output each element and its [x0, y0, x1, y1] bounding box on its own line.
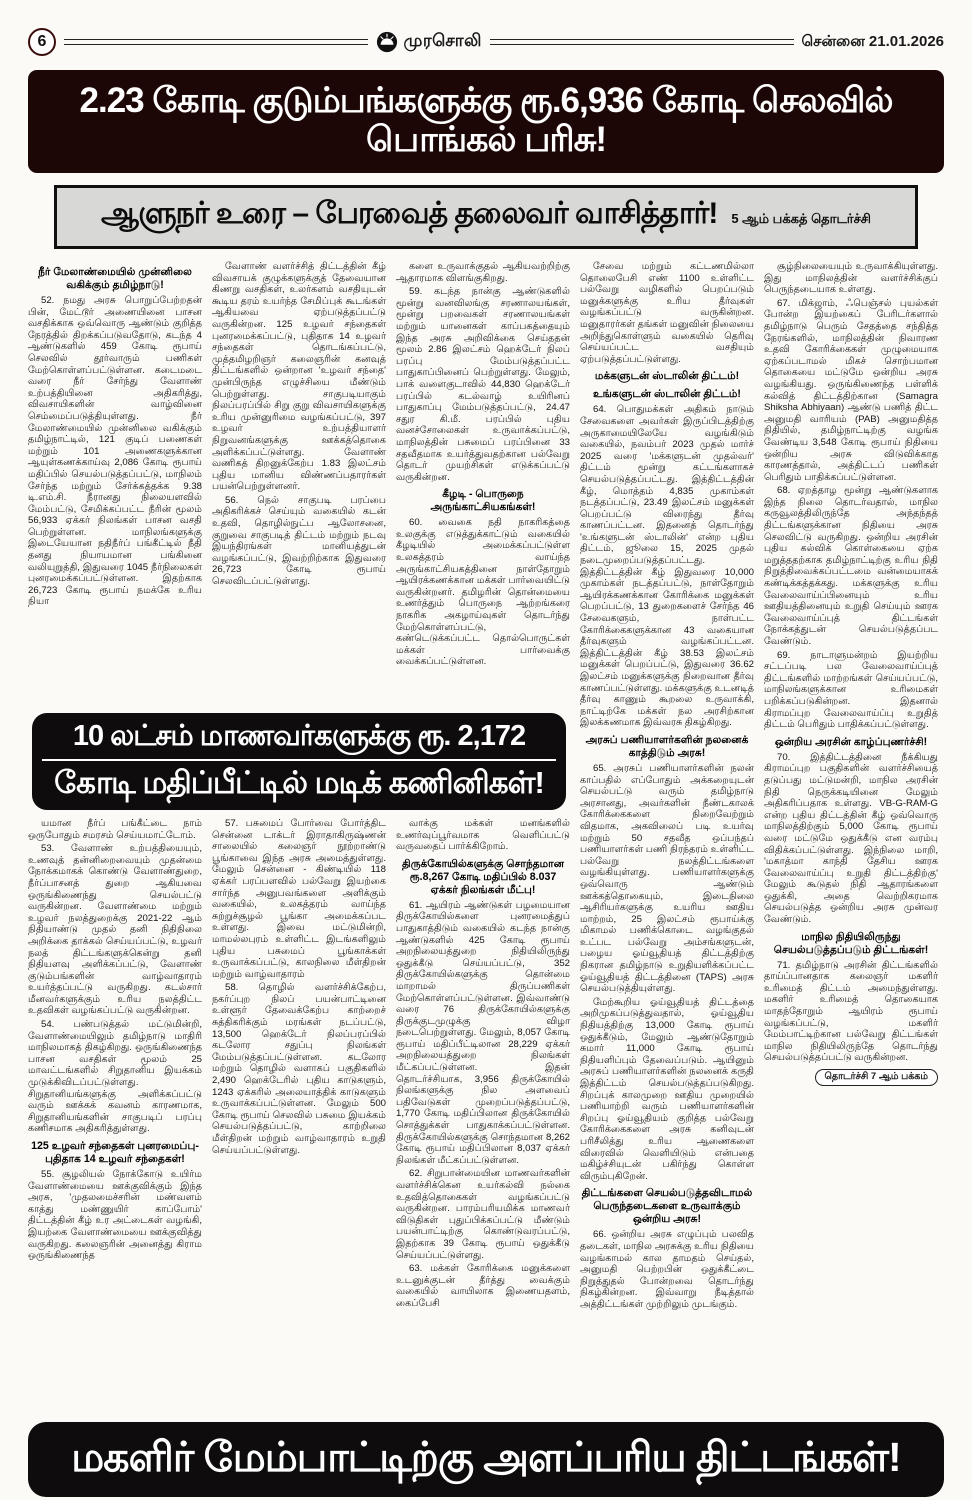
sub-headline-box — [54, 185, 918, 249]
masthead-logo-icon — [376, 31, 398, 53]
sub-headline: ஆளுநர் உரை – பேரவைத் தலைவர் வாசித்தார்! — [101, 197, 718, 230]
body-paragraph: 55. சூழலியல் நோக்கோடு உயிர்ம வேளாண்மையை ஊக்குவிக்கும் இந்த அரசு, 'முதலமைச்சரின் மண்வளம் காத்து மண்ணுயிர் காப்போம்' திட்டத்தின் கீழ் உர அட்டைகள் வழங்கி, இயற்கை வேளாண்மையை ஊக்குவித்து வருகிறது. கலைஞரின் அனைத்து கிராம ஒருங்கிணைந்த — [28, 1169, 202, 1262]
body-paragraph: களை உருவாக்குதல் ஆகியவற்றிற்கு ஆதாரமாக விளங்குகிறது. — [396, 261, 570, 284]
column-subhead: கீழடி - பொருநை அருங்காட்சியகங்கள்! — [430, 488, 536, 514]
body-paragraph: வாக்கு மக்கள் மனங்களில் உணர்வுப்பூர்வமாக வெளிப்பட்டு வருவதைப் பார்க்கிறோம். — [396, 817, 570, 853]
masthead — [376, 31, 483, 53]
body-paragraph: 59. கடந்த நான்கு ஆண்டுகளில் மூன்று வனவிலங்கு சரணாலயங்கள், மூன்று பறவைகள் சரணாலயங்கள் மற்றும் யானைகள் காப்பகத்தையும் இந்த அரசு அறிவிக்கை செய்ததன் மூலம் 2.86 இலட்சம் ஹெக்டேர் நிலப் பரப்பு மேம்படுத்தப்பட்ட பாதுகாப்பினைப் பெற்றுள்ளது. மேலும், பாக் வளைகுடாவில் 44,830 ஹெக்டேர் பரப்பில் கடல்வாழ் உயிரினப் பாதுகாப்பு மேம்படுத்தப்பட்டு, 24.47 சதுர கி.மீ. பரப்பில் புதிய வனச்சோலைகள் உருவாக்கப்பட்டு, மாநிலத்தின் பசுமைப் பரப்பினை 33 சதவீதமாக உயர்த்துவதற்கான பல்வேறு தொடர் முயற்சிகள் எடுக்கப்பட்டு வருகின்றன. — [396, 286, 570, 483]
body-paragraph: வேளாண் வளர்ச்சித் திட்டத்தின் கீழ் விவசாயக் குழுக்களுக்குத் தேவையான கிணறு வசதிகள், உலர்களம் வசதியுடன் கூடிய தரம் உயர்ந்த சேமிப்புக் கூடங்கள் ஆகியவை ஏற்படுத்தப்பட்டு வருகின்றன. 125 உழவர் சந்தைகள் புனரமைக்கப்பட்டு, புதிதாக 14 உழவர் சந்தைகள் தொடங்கப்பட்டு, முத்தமிழறிஞர் கலைஞரின் கனவுத் திட்டங்களில் ஒன்றான 'உழவர் சந்தை' முன்பிருந்த எழுச்சியை மீண்டும் பெற்றுள்ளது. சாகுபடியாகும் நிலப்பரப்பில் சிறு குறு விவசாயிகளுக்கு உரிய முன்னுரிமை வழங்கப்பட்டு, 397 உழவர் உற்பத்தியாளர் நிறுவனங்களுக்கு ஊக்கத்தொகை அளிக்கப்பட்டுள்ளது. வேளாண் வணிகத் திறனுக்கேற்ப 1.83 இலட்சம் புதிய மானிய விண்ணப்பதாரர்கள் பயன்பெற்றுள்ளனர். — [212, 261, 386, 493]
column-subhead: ஒன்றிய அரசின் காழ்ப்புணர்ச்சி! — [774, 735, 928, 748]
body-paragraph: 58. தொழில் வளர்ச்சிக்கேற்ப, நகர்ப்புற நிலப் பயன்பாட்டினை உள்ளூர் தேவைக்கேற்ப காற்றைச் சுத்திகரிக்கும் மரங்கள் நடப்பட்டு, 13,500 ஹெக்டேர் நிலப்பரப்பில் கடலோர சதுப்பு நிலங்கள் மேம்படுத்தப்பட்டுள்ளன. கடலோர மற்றும் தொழில் வளாகப் பகுதிகளில் 2,490 ஹெக்டேரில் புதிய காடுகளும், 1243 ஏக்கரில் அலையாத்திக் காடுகளும் உருவாக்கப்பட்டுள்ளன. மேலும் 500 கோடி ரூபாய் செலவில் பசுமை இயக்கம் செயல்படுத்தப்பட்டு, காற்றிலை மீள்திறன் மற்றும் வாழ்வாதாரம் உறுதி செய்யப்பட்டுள்ளது. — [212, 982, 386, 1156]
body-paragraph: 63. மக்கள் கோரிக்கை மனுக்களை உடனுக்குடன் தீர்த்து வைக்கும் வகையில் வாயிலாக இணையதளம், கைப்பேசி — [396, 1263, 570, 1309]
column-subhead: உங்களுடன் ஸ்டாலின் திட்டம்! — [593, 388, 741, 401]
column-subhead: திருக்கோயில்களுக்கு சொந்தமான ரூ.8,267 கோடி மதிப்பில் 8.037 ஏக்கர் நிலங்கள் மீட்பு! — [402, 857, 564, 896]
body-paragraph: 67. மிக்ஜாம், ஃபெஞ்சல் புயல்கள் போன்ற இயற்கைப் பேரிடர்களால் தமிழ்நாடு பெரும் சேதத்தை சந்தித்த நேரங்களில், மாநிலத்தின் நிவாரண உதவி கோரிக்கைகள் முழுமையாக ஏற்கப்படாமல் மிகச் சொற்பமான தொகையை மட்டுமே ஒன்றிய அரசு வழங்கியது. ஒருங்கிணைந்த பள்ளிக் கல்வித் திட்டத்திற்கான (Samagra Shiksha Abhiyaan) ஆண்டு பணித் திட்ட அனுமதி வாரியம் (PAB) அனுமதித்த நிதியில், தமிழ்நாட்டிற்கு வழங்க வேண்டிய 3,548 கோடி ரூபாய் நிதியை ஒன்றிய அரசு விடுவிக்காத காரணத்தால், அத்திட்டப் பணிகள் பெரிதும் பாதிக்கப்பட்டுள்ளன. — [764, 297, 938, 483]
body-paragraph: 53. வேளாண் உற்பத்தியையும், உணவுத் தன்னிறைவையும் முதன்மை நோக்கமாகக் கொண்டு வேளாண்துறை, நீர்ப்பாசனத் துறை ஆகியவை ஒருங்கிணைந்து செயல்பட்டு வருகின்றன. வேளாண்மை மற்றும் உழவர் நலத்துறைக்கு 2021-22 ஆம் நிதியாண்டு முதல் தனி நிதிநிலை அறிக்கை தாக்கல் செய்யப்பட்டு, உழவர் நலத் திட்டங்களுக்கென்று தனி நிதியளவு அளிக்கப்பட்டு, வேளாண் குடும்பங்களின் வாழ்வாதாரம் உயர்த்தப்பட்டு வருகிறது. கடல்சார் மீனவர்களுக்கும் உரிய நலத்திட்ட உதவிகள் வழங்கப்பட்டு வருகின்றன. — [28, 843, 202, 1017]
column-subhead: 125 உழவர் சந்தைகள் புனரமைப்பு- புதிதாக 14 உழவர் சந்தைகள்! — [31, 1140, 199, 1166]
body-paragraph: 57. பசுமைப் போர்வை போர்த்திட சென்னை டாக்டர் இராதாகிருஷ்ணன் சாலையில் கலைஞர் நூற்றாண்டு பூங்காவை இந்த அரசு அமைத்துள்ளது. மேலும் சென்னை - கிண்டியில் 118 ஏக்கர் பரப்பளவில் பல்வேறு இயற்கை சார்ந்த அனுபவங்களை அளிக்கும் வகையில், உலகத்தரம் வாய்ந்த சுற்றுச்சூழல் பூங்கா அமைக்கப்பட உள்ளது. இவை மட்டுமின்றி, மாமல்லபுரம் உள்ளிட்ட இடங்களிலும் புதிய பசுமைப் பூங்காக்கள் உருவாக்கப்பட்டு, காலநிலை மீள்திறன் மற்றும் வாழ்வாதாரம் — [212, 817, 386, 980]
page-number: 6 — [28, 28, 56, 56]
column-subhead: நீர் மேலாண்மையில் முன்னிலை வகிக்கும் தமிழ்நாடு! — [38, 266, 192, 291]
body-paragraph: மேற்கூறிய ஓய்வூதியத் திட்டத்தை அறிமுகப்படுத்துவதால், ஓய்வூதிய நிதியத்திற்கு 13,000 கோடி ரூபாய் ஒதுக்கீடும், மேலும் ஆண்டுதோறும் சுமார் 11,000 கோடி ரூபாய் நிதியளிப்பும் தேவைப்படும். ஆயினும் அரசுப் பணியாளர்களின் நலனைக் கருதி இத்திட்டம் செயல்படுத்தப்படுகிறது. சிறப்புக் காலமுறை ஊதிய முறையில் பணியாற்றி வரும் பணியாளர்களின் சிறப்பு ஓய்வூதியம் குறித்த பல்வேறு கோரிக்கைகளை அரசு கனிவுடன் பரிசீலித்து உரிய ஆணைகளை விரைவில் வெளியிடும் என்பதை மகிழ்ச்சியுடன் பகிர்ந்து கொள்ள விரும்புகிறேன். — [580, 996, 754, 1182]
column-subhead: அரசுப் பணியாளர்களின் நலனைக் காத்திடும் அரசு! — [585, 733, 749, 759]
continuation-box[interactable]: தொடர்ச்சி 7 ஆம் பக்கம் — [815, 1069, 939, 1086]
column-subhead: திட்டங்களை செயல்படுத்தவிடாமல் பெருந்தடைகளை உருவாக்கும் ஒன்றிய அரசு! — [581, 1187, 753, 1226]
body-paragraph: யமான நீர்ப் பங்கீட்டை நாம் ஒருபோதும் சமரசம் செய்யமாட்டோம். — [28, 817, 202, 841]
body-paragraph: 52. நமது அரசு பொறுப்பேற்றதன் பின், மேட்டூர் அணையினை பாசன வசதிக்காக ஒவ்வொரு ஆண்டும் குறித்த நேரத்தில் திறக்கப்படுவதோடு, கடந்த 4 ஆண்டுகளில் 459 கோடி ரூபாய் செலவில் தூர்வாரும் பணிகள் மேற்கொள்ளப்பட்டுள்ளன. கடைமடை வரை நீர் சேர்ந்து வேளாண் உற்பத்தியினை அதிகரித்து, விவசாயிகளின் வாழ்வினை செம்மைப்படுத்தியுள்ளது. நீர் மேலாண்மையில் முன்னிலை வகிக்கும் தமிழ்நாட்டில், 121 குடிப் பணைகள் மற்றும் 101 அணைகளுக்கான ஆயுள்கணக்காய்வு 2,086 கோடி ரூபாய் மதிப்பில் செயல்படுத்தப்பட்டு, மாநிலம் சேர்ந்த மற்றும் சேர்க்கத்தக்க 9.38 டி.எம்.சி. நீரானது நிலையளவில் மேம்பட்டு, சேமிக்கப்பட்ட நீரின் மூலம் 56,933 ஏக்கர் நிலங்கள் பாசன வசதி பெற்றுள்ளன. மாநிலங்களுக்கு இடையேயான நதிநீர்ப் பங்கீட்டில் நீதி தனது நியாயமான பங்கினை வலியுறுத்தி, இதுவரை 1045 நீர்நிலைகள் புனரமைக்கப்பட்டுள்ளன. இதற்காக 26,723 கோடி ரூபாய் நமக்கே உரிய நியா — [28, 295, 202, 608]
column-subhead: மக்களுடன் ஸ்டாலின் திட்டம்! — [594, 370, 740, 383]
bottom-headline-banner: மகளிர் மேம்பாட்டிற்கு அளப்பரிய திட்டங்கள்! — [28, 1422, 944, 1497]
body-paragraph: 56. நெல் சாகுபடி பரப்பை அதிகரிக்கச் செய்யும் வகையில் கடன் உதவி, தொழில்நுட்ப ஆலோசனை, குறுவை சாகுபடித் திட்டம் மற்றும் நடவு இயந்திரங்கள் மானியத்துடன் வழங்கப்பட்டு, இவற்றிற்காக இதுவரை 26,723 கோடி ரூபாய் செலவிடப்பட்டுள்ளது. — [212, 494, 386, 588]
page-header — [28, 24, 944, 60]
body-paragraph: 64. பொதுமக்கள் அதிகம் நாடும் சேவைகளை அவர்கள் இருப்பிடத்திற்கு அருகாமையிலேயே வழங்கிடும் வகையில், நவம்பர் 2023 முதல் மார்ச் 2025 வரை 'மக்களுடன் முதல்வர்' திட்டம் மூன்று கட்டங்களாகச் செயல்படுத்தப்பட்டது. இத்திட்டத்தின் கீழ், மொத்தம் 4,835 முகாம்கள் நடத்தப்பட்டு, 23.49 இலட்சம் மனுக்கள் பெறப்பட்டு விரைந்து தீர்வு காணப்பட்டன. இதனைத் தொடர்ந்து 'உங்களுடன் ஸ்டாலின்' என்ற புதிய திட்டம், ஜூலை 15, 2025 முதல் நடைமுறைப்படுத்தப்பட்டது. இத்திட்டத்தின் கீழ் இதுவரை 10,000 முகாம்கள் நடத்தப்பட்டு, நாள்தோறும் ஆயிரக்கணக்கான கோரிக்கை மனுக்கள் பெறப்பட்டு, 13 துறைகளைச் சேர்ந்த 46 சேவைகளும், நாள்பட்ட கோரிக்கைகளுக்கான 43 வகையான தீர்வுகளும் வழங்கப்பட்டன. இத்திட்டத்தின் கீழ் 38.53 இலட்சம் மனுக்கள் பெறப்பட்டு, இதுவரை 36.62 இலட்சம் மனுக்களுக்கு நிறைவான தீர்வு காணப்பட்டுள்ளது. மக்களுக்கு உடனடித் தீர்வு காணும் கூறலை உருவாக்கி, நாட்டிற்கே மக்கள் நல அரசிற்கான இலக்கணமாக இவ்வரசு திகழ்கிறது. — [580, 404, 754, 729]
body-paragraph: 60. வைகை நதி நாகரிகத்தை உலகுக்கு எடுத்துக்காட்டும் வகையில் கீழடியில் அமைக்கப்பட்டுள்ள உலகத்தரம் வாய்ந்த அருங்காட்சியகத்தினை நாள்தோறும் ஆயிரக்கணக்கான மக்கள் பார்வையிட்டு வருகின்றனர். தமிழரின் தொன்மையை உணர்த்தும் பொருநை ஆற்றங்கரை நாகரிக அகழாய்வுகள் தொடர்ந்து மேற்கொள்ளப்பட்டு, கண்டெடுக்கப்பட்ட தொல்பொருட்கள் மக்கள் பார்வைக்கு வைக்கப்பட்டுள்ளன. — [396, 517, 570, 668]
body-paragraph: 66. ஒன்றிய அரசு எழுப்பும் பலவித தடைகள், மாநில அரசுக்கு உரிய நிதியை வழங்காமல் கால தாமதம் செய்தல், அனுமதி பெற்றபின் ஒதுக்கீட்டை நிறுத்துதல் போன்றவை தொடர்ந்து நிகழ்கின்றன. இவ்வாறு நீடித்தால் அத்திட்டங்கள் முற்றிலும் முடங்கும். — [580, 1229, 754, 1310]
lower-row — [28, 818, 570, 1414]
body-paragraph: சேவை மற்றும் கட்டணமில்லா தொலைபேசி எண் 1100 உள்ளிட்ட பல்வேறு வழிகளில் பெறப்படும் மனுக்களுக்கு உரிய தீர்வுகள் வழங்கப்பட்டு வருகின்றன. மனுதாரர்கள் தங்கள் மனுவின் நிலையை அறிந்துகொள்ளும் வகையில் தெரிவு செய்யப்பட்ட வசதியும் ஏற்படுத்தப்பட்டுள்ளது. — [580, 261, 754, 365]
mid-headline-banner — [32, 713, 566, 810]
body-paragraph: 61. ஆயிரம் ஆண்டுகள் பழமையான திருக்கோயில்களை புனரமைத்துப் பாதுகாத்திடும் வகையில் கடந்த நான்கு ஆண்டுகளில் 425 கோடி ரூபாய் அறநிலையத்துறை நிதியிலிருந்து ஒதுக்கீடு செய்யப்பட்டு, 352 திருக்கோயில்களுக்கு தொன்மை மாறாமல் திருப்பணிகள் மேற்கொள்ளப்பட்டுள்ளன. இவ்வாண்டு வரை 76 திருக்கோயில்களுக்கு திருக்குடமுழுக்கு விழா நடைபெற்றுள்ளது. மேலும், 8,057 கோடி ரூபாய் மதிப்பீட்டிலான 28,229 ஏக்கர் அறநிலையத்துறை நிலங்கள் மீட்கப்பட்டுள்ளன. இதன் தொடர்ச்சியாக, 3,956 திருக்கோயில் நிலங்களுக்கு நில அளவைப் பதிவேடுகள் முறைப்படுத்தப்பட்டு, 1,770 கோடி மதிப்பிலான திருக்கோயில் சொத்துக்கள் பாதுகாக்கப்பட்டுள்ளன. திருக்கோயில்களுக்கு சொந்தமான 8,262 கோடி ரூபாய் மதிப்பிலான 8,037 ஏக்கர் நிலங்கள் மீட்கப்பட்டுள்ளன. — [396, 899, 570, 1166]
body-paragraph: 70. இத்திட்டத்தினை நீக்கியது கிராமப்புற பகுதிகளின் வளர்ச்சியைத் தடுப்பது மட்டுமன்றி, மாநில அரசின் நிதி நெருக்கடியினை மேலும் அதிகரிப்பதாக உள்ளது. VB-G-RAM-G என்ற புதிய திட்டத்தின் கீழ் ஒவ்வொரு மாநிலத்திற்கும் 5,000 கோடி ரூபாய் வரை மட்டுமே ஒதுக்கீடு என வரம்பு விதிக்கப்பட்டுள்ளது. இந்நிலை மாறி, 'மகாத்மா காந்தி தேசிய ஊரக வேலைவாய்ப்பு உறுதி திட்டத்திற்கு' மேலும் கூடுதல் நிதி ஆதாரங்களை ஒதுக்கி, அதை வெற்றிகரமாக செயல்படுத்த ஒன்றிய அரசு முன்வர வேண்டும். — [764, 751, 938, 926]
dateline: சென்னை 21.01.2026 — [801, 32, 945, 50]
news-column-5 — [764, 261, 938, 1411]
right-column-group — [580, 261, 938, 1414]
news-column-4 — [580, 261, 754, 1411]
header-rule-left — [64, 39, 368, 45]
continued-from-note: 5 ஆம் பக்கத் தொடர்ச்சி — [731, 211, 871, 226]
body-paragraph: 62. சிறுபான்மையின மாணவர்களின் வளர்ச்சிக்கென உயர்கல்வி நல்கை உதவித்தொகைகள் வழங்கப்பட்டு வருகின்றன. பாரம்பரியமிக்க மாணவர் விடுதிகள் புதுப்பிக்கப்பட்டு மீண்டும் பயன்பாட்டிற்கு கொண்டுவரப்பட்டு, இதற்காக 39 கோடி ரூபாய் ஒதுக்கீடு செய்யப்பட்டுள்ளது. — [396, 1168, 570, 1261]
header-rule-right — [490, 39, 794, 45]
main-headline-banner: 2.23 கோடி குடும்பங்களுக்கு ரூ.6,936 கோடி செலவில் பொங்கல் பரிசு! — [28, 70, 944, 173]
news-column-3-bottom — [396, 818, 570, 1414]
mid-headline-line1: 10 லட்சம் மாணவர்களுக்கு ரூ. 2,172 — [42, 721, 556, 761]
article-body — [28, 261, 944, 1414]
upper-row — [28, 261, 570, 705]
masthead-title: முரசொலி — [403, 31, 482, 50]
news-column-3-top — [396, 261, 570, 705]
left-column-group — [28, 261, 570, 1414]
body-paragraph: 69. நாடாளுமன்றம் இயற்றிய சட்டப்படி பல வேலைவாய்ப்புத் திட்டங்களில் மாற்றங்கள் செய்யப்பட்டு, மாநிலங்களுக்கான உரிமைகள் பறிக்கப்படுகின்றன. இதனால் கிராமப்புற வேலைவாய்ப்பு உறுதித் திட்டம் பெரிதும் பாதிக்கப்பட்டுள்ளது. — [764, 649, 938, 731]
news-column-2-bottom — [212, 818, 386, 1414]
news-column-2-top — [212, 261, 386, 705]
body-paragraph: 68. ஏறத்தாழ மூன்று ஆண்டுகளாக இந்த நிலை தொடர்வதால், மாநில கருவூலத்திலிருந்தே அந்தந்தத் திட்டங்களுக்கான நிதியை அரசு செலவிட்டு வருகிறது. ஒன்றிய அரசின் புதிய கல்விக் கொள்கையை ஏற்க மறுத்ததற்காக தமிழ்நாட்டிற்கு உரிய நிதி நிறுத்திவைக்கப்பட்டமை வன்மையாகக் கண்டிக்கத்தக்கது. மக்களுக்கு உரிய வேலைவாய்ப்பினையும் உரிய ஊதியத்தினையும் உறுதி செய்யும் ஊரக வேலைவாய்ப்புத் திட்டங்கள் நோக்கத்துடன் செயல்படுத்தப்பட வேண்டும். — [764, 485, 938, 647]
column-subhead: மாநில நிதியிலிருந்து செயல்படுத்தப்படும் திட்டங்கள்! — [773, 930, 929, 956]
body-paragraph: 54. பண்படுத்தல் மட்டுமின்றி, வேளாண்மையிலும் தமிழ்நாடு மாதிரி மாநிலமாகத் திகழ்கிறது. ஒருங்கிணைந்த பாசன வசதிகள் மூலம் 25 மாவட்டங்களில் சிறுதானிய இயக்கம் முடுக்கிவிடப்பட்டுள்ளது. சிறுதானியங்களுக்கு அளிக்கப்பட்டு வரும் ஊக்கக் கவனம் காரணமாக, சிறுதானியங்களின் சாகுபடிப் பரப்பு கணிசமாக அதிகரித்துள்ளது. — [28, 1019, 202, 1135]
news-column-1-bottom — [28, 818, 202, 1414]
news-column-1-top — [28, 261, 202, 705]
mid-headline-line2: கோடி மதிப்பீட்டில் மடிக் கணினிகள்! — [54, 764, 544, 800]
body-paragraph: 71. தமிழ்நாடு அரசின் திட்டங்களில் தாய்ப்பானதாக கலைஞர் மகளிர் உரிமைத் திட்டம் அமைந்துள்ளது. மகளிர் உரிமைத் தொகையாக மாதந்தோறும் ஆயிரம் ரூபாய் வழங்கப்பட்டு, மகளிர் மேம்பாட்டிற்கான பல்வேறு திட்டங்கள் மாநில நிதியிலிருந்தே தொடர்ந்து செயல்படுத்தப்பட்டு வருகின்றன. — [764, 959, 938, 1064]
body-paragraph: சூழ்நிலையையும் உருவாக்கியுள்ளது. இது மாநிலத்தின் வளர்ச்சிக்குப் பெருந்தடையாக உள்ளது. — [764, 261, 938, 296]
body-paragraph: 65. அரசுப் பணியாளர்களின் நலன் காப்பதில் எப்போதும் அக்கறையுடன் செயல்பட்டு வரும் தமிழ்நாடு அரசானது, அவர்களின் நீண்டகாலக் கோரிக்கைகளை நிறைவேற்றும் விதமாக, அகவிலைப் படி உயர்வு மற்றும் 50 சதவீத ஒப்பந்தப் பணியாளர்கள் பணி நிரந்தரம் உள்ளிட்ட பல்வேறு நலத்திட்டங்களை வழங்கியுள்ளது. பணியாளர்களுக்கு ஒவ்வொரு ஆண்டும் ஊக்கத்தொகையும், இடைநிலை ஆசிரியர்களுக்கு உயரிய ஊதிய மாற்றம், 25 இலட்சம் ரூபாய்க்கு மிகாமல் பணிக்கொடை வழங்குதல் உட்பட பல்வேறு அம்சங்களுடன், பழைய ஓய்வூதியத் திட்டத்திற்கு நிகரான தமிழ்நாடு உறுதியளிக்கப்பட்ட ஓய்வூதியத் திட்டத்தினை (TAPS) அரசு செயல்படுத்தியுள்ளது. — [580, 762, 754, 995]
